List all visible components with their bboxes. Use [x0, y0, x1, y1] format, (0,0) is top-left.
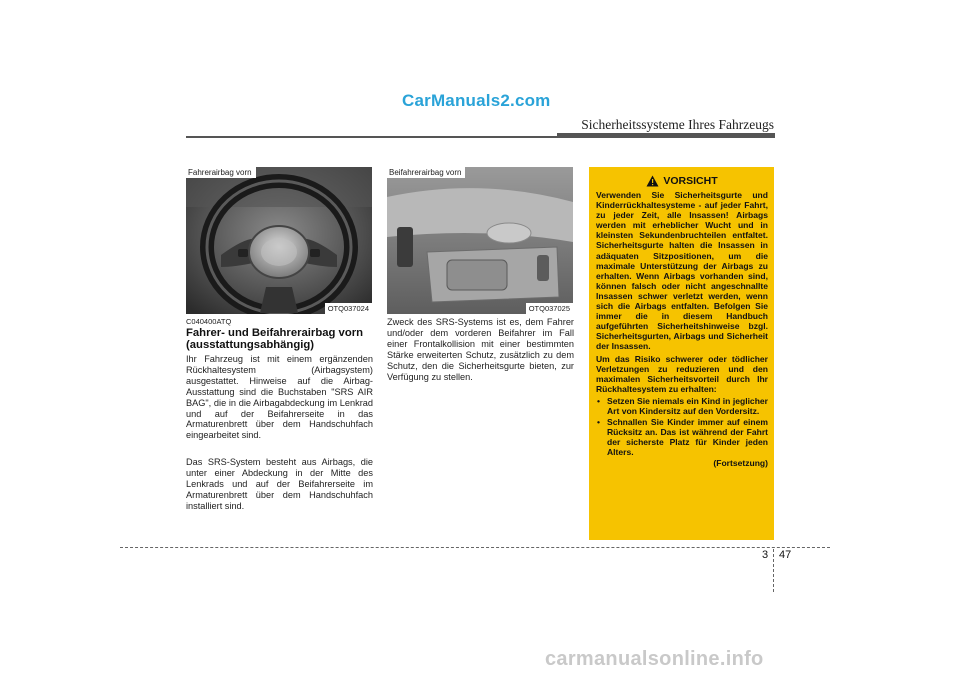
figure-code: OTQ037024: [325, 303, 372, 314]
warning-list: [596, 396, 768, 458]
warning-title-text: VORSICHT: [663, 175, 718, 187]
list-item: • Setzen Sie niemals ein Kind in jeglicher Art von Kindersitz auf den Vordersitz.: [596, 396, 768, 416]
page-number: [762, 549, 768, 561]
dashboard-illustration: [387, 167, 573, 314]
continued-label: (Fortsetzung): [713, 458, 768, 469]
warning-triangle-icon: [646, 175, 659, 187]
left-paragraph-2: Das SRS-System besteht aus Airbags, die unter einer Abdeckung in der Mitte des Lenkrads und auf der Beifahrerseite im Armaturenbrett über dem Handschuhfach installiert sind.: [186, 457, 373, 511]
section-heading: Fahrer- und Beifahrerairbag vorn (ausstattungsabhängig): [186, 327, 364, 351]
chapter-number: 3: [762, 549, 769, 561]
page-number-value: 47: [779, 549, 792, 561]
header-rule-accent: [557, 133, 775, 138]
figure-caption: Beifahrerairbag vorn: [387, 167, 465, 178]
left-paragraph-1: Ihr Fahrzeug ist mit einem ergänzenden Rückhaltesystem (Airbagsystem) ausgestattet. Hinweise auf die Airbag-Ausstattung sind die Buchstaben "SRS AIR BAG", die in die Airbagabdeckung im Lenkrad und auf der Beifahrerseite in das Armaturenbrett über dem Handschuhfach eingearbeitet sind.: [186, 354, 373, 441]
driver-airbag-photo: [186, 167, 372, 314]
footer-dashed-rule: [120, 547, 830, 548]
list-item: • Schnallen Sie Kinder immer auf einem Rücksitz an. Das ist während der Fahrt der sicherste Platz für Kinder jeden Alters.: [596, 417, 768, 457]
warning-text-2: Um das Risiko schwerer oder tödlicher Verletzungen zu reduzieren und den maximalen Sicherheitsvorteil durch Ihr Rückhaltesystem zu erhalten:: [596, 353, 768, 394]
warning-text-1: Verwenden Sie Sicherheitsgurte und Kinderrückhaltesysteme - auf jeder Fahrt, zu jeder Zeit, alle Insassen! Airbags werden mit erheblicher Wucht und in kleinsten Sekundenbruchteilen entfaltet. Sicherheitsgurte halten die Insassen in adäquaten Sitzpositionen, um die maximale Unterstützung der Airbags zu erhalten. Wenn Airbags vorhanden sind, können falsch oder nicht angeschnallte Insassen schwer verletzt werden, wenn sich die Airbags entfalten. Befolgen Sie immer die in diesem Handbuch aufgeführten Sicherheitshinweise bzgl. Sicherheitsgurten, Airbags und Sicherheit der Insassen.: [596, 190, 768, 352]
passenger-airbag-photo: [387, 167, 573, 314]
footer-watermark: carmanualsonline.info: [545, 648, 764, 670]
section-code: C040400ATQ: [186, 317, 232, 326]
middle-paragraph: Zweck des SRS-Systems ist es, dem Fahrer und/oder dem vorderen Beifahrer im Fall einer Frontalkollision mit einer bestimmten Stärke erweiterten Schutz, zusätzlich zu dem Schutz, den die Sicherheitsgurte bieten, zur Verfügung zu stellen.: [387, 317, 574, 382]
steering-wheel-illustration: [186, 167, 372, 314]
section-title: Sicherheitssysteme Ihres Fahrzeugs: [581, 117, 774, 132]
figure-code: OTQ037025: [526, 303, 573, 314]
page-number-separator: [773, 549, 775, 592]
watermark-top: CarManuals2.com: [402, 91, 551, 110]
warning-box: [589, 167, 774, 540]
warning-title: [596, 175, 768, 187]
figure-caption: Fahrerairbag vorn: [186, 167, 256, 178]
